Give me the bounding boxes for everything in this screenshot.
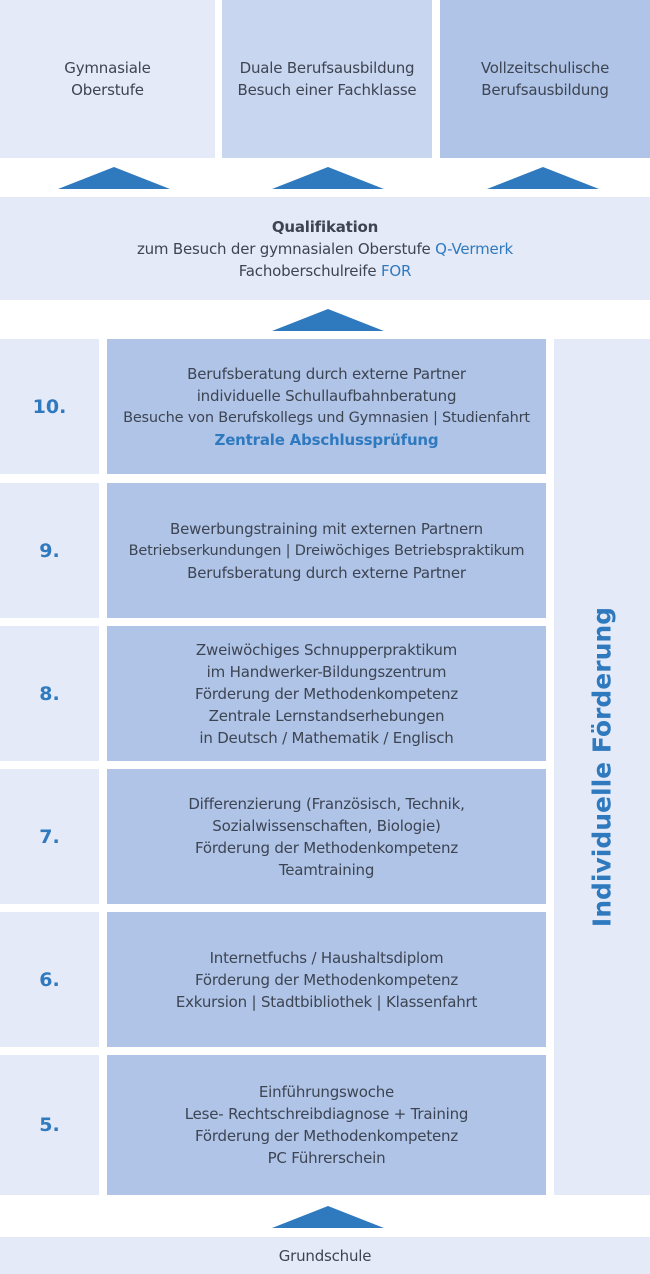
individual-support-column: [554, 339, 650, 1195]
grade-line: Förderung der Methodenkompetenz: [194, 838, 459, 857]
grade-line: Zweiwöchiges Schnupperpraktikum: [195, 640, 458, 659]
grade-line: Einführungswoche: [258, 1083, 395, 1101]
grade-line: Internetfuchs / Haushaltsdiplom: [209, 948, 444, 967]
grade-line: Teamtraining: [278, 860, 375, 879]
grade-content-5: [107, 1055, 546, 1195]
destination-line: Besuch einer Fachklasse: [237, 81, 417, 99]
qualification-line: [137, 238, 513, 260]
destination-line: Gymnasiale: [64, 59, 151, 77]
destination-vollzeitschulische-berufsausbildung: [440, 0, 650, 158]
grade-label-7: 7.: [0, 769, 99, 904]
destination-line: Duale Berufsausbildung: [239, 59, 415, 77]
up-arrow-icon: [272, 1206, 384, 1228]
grade-label-8: 8.: [0, 626, 99, 761]
grade-label-10: 10.: [0, 339, 99, 474]
up-arrow-icon: [58, 167, 170, 189]
for-label: FOR: [381, 261, 412, 280]
qualification-text: Fachoberschulreife: [238, 261, 377, 280]
qualification-box: [0, 197, 650, 300]
grade-line: Bewerbungstraining mit externen Partnern: [170, 519, 483, 538]
grade-line: Lese- Rechtschreibdiagnose + Training: [184, 1105, 469, 1123]
grade-content-10: [107, 339, 546, 474]
individual-support-label: Individuelle Förderung: [587, 606, 617, 928]
grade-line: PC Führerschein: [267, 1149, 386, 1167]
grade-line: Berufsberatung durch externe Partner: [187, 563, 466, 582]
grade-line: Differenzierung (Französisch, Technik,: [188, 794, 465, 813]
grade-line: Förderung der Methodenkompetenz: [194, 684, 459, 703]
grade-label-6: 6.: [0, 912, 99, 1047]
grade-line: Besuche von Berufskollegs und Gymnasien | Studienfahrt: [123, 409, 530, 426]
up-arrow-icon: [487, 167, 599, 189]
grade-line: Betriebserkundungen | Dreiwöchiges Betriebspraktikum: [128, 542, 525, 559]
grade-line: Berufsberatung durch externe Partner: [187, 364, 466, 383]
grade-line: Förderung der Methodenkompetenz: [194, 970, 459, 989]
qualification-line: [239, 260, 412, 282]
destination-line: Vollzeitschulische: [480, 59, 610, 77]
destination-line: Berufsausbildung: [481, 81, 609, 99]
grade-line: Förderung der Methodenkompetenz: [194, 1127, 459, 1145]
grade-line: individuelle Schullaufbahnberatung: [196, 386, 457, 405]
grade-line: in Deutsch / Mathematik / Englisch: [199, 728, 454, 747]
primary-school-label: Grundschule: [278, 1246, 372, 1265]
grade-label-5: 5.: [0, 1055, 99, 1195]
grade-content-7: [107, 769, 546, 904]
destination-duale-berufsausbildung: [222, 0, 432, 158]
grade-content-6: [107, 912, 546, 1047]
grade-content-9: [107, 483, 546, 618]
grade-line: Sozialwissenschaften, Biologie): [212, 816, 441, 835]
up-arrow-icon: [272, 167, 384, 189]
grade-line: Zentrale Lernstandserhebungen: [208, 706, 445, 725]
up-arrow-icon: [272, 309, 384, 331]
q-vermerk-label: Q-Vermerk: [435, 239, 514, 258]
grade-content-8: [107, 626, 546, 761]
qualification-title: Qualifikation: [271, 217, 379, 236]
qualification-text: zum Besuch der gymnasialen Oberstufe: [136, 239, 431, 258]
destination-line: Oberstufe: [71, 81, 144, 99]
destination-gymnasiale-oberstufe: [0, 0, 215, 158]
final-exam-label: Zentrale Abschlussprüfung: [214, 430, 439, 449]
grade-line: im Handwerker-Bildungszentrum: [206, 662, 447, 681]
primary-school-box: [0, 1237, 650, 1274]
grade-label-9: 9.: [0, 483, 99, 618]
grade-line: Exkursion | Stadtbibliothek | Klassenfahrt: [175, 992, 478, 1011]
